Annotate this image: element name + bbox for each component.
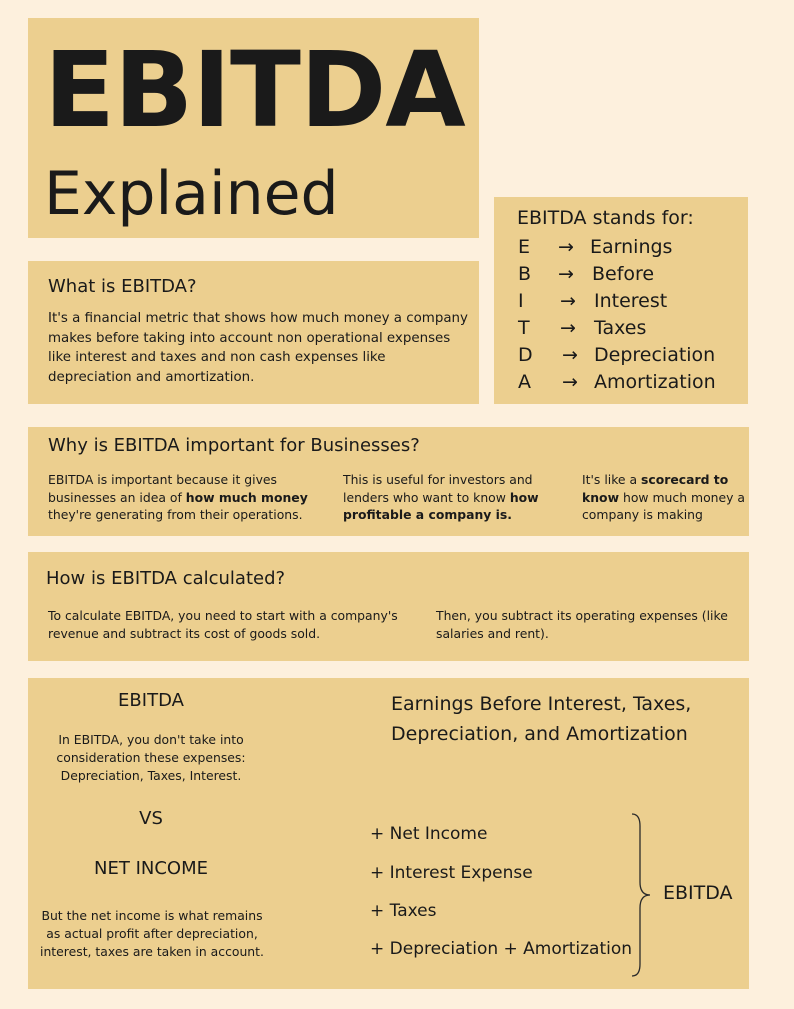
emphasis: scorecard to know xyxy=(582,472,729,505)
formula-line-4: + Depreciation + Amortization xyxy=(370,939,633,959)
letter: B xyxy=(518,263,532,285)
ebitda-full-name: Earnings Before Interest, Taxes, Depreciation, and Amortization xyxy=(391,693,692,745)
what-heading: What is EBITDA? xyxy=(48,276,197,297)
title-block xyxy=(28,18,479,238)
why-column-1 xyxy=(48,471,328,524)
letter: T xyxy=(518,317,530,339)
comparison-panel xyxy=(28,678,749,989)
what-panel xyxy=(28,261,479,404)
word: Amortization xyxy=(594,371,716,393)
arrow-icon: → xyxy=(560,317,576,339)
formula-line-2: + Interest Expense xyxy=(370,863,533,883)
letter: D xyxy=(518,344,533,366)
what-text: It's a financial metric that shows how much money a company makes before taking into account non operational expenses like interest and taxes and non cash expenses like depreciation and amortization. xyxy=(48,311,468,385)
arrow-icon: → xyxy=(558,263,574,285)
letter: I xyxy=(518,290,524,312)
vs-label: VS xyxy=(139,808,163,829)
text: It's like a xyxy=(582,472,642,487)
arrow-icon: → xyxy=(562,371,578,393)
word: Taxes xyxy=(594,317,647,339)
stands-for-panel xyxy=(494,197,748,404)
word: Depreciation xyxy=(594,344,716,366)
text: how much money a company is making xyxy=(582,489,745,522)
why-panel xyxy=(28,427,749,536)
text: This is useful for investors and lenders who want to know xyxy=(343,472,533,505)
how-heading: How is EBITDA calculated? xyxy=(46,568,286,589)
how-column-2: Then, you subtract its operating expenses (like salaries and rent). xyxy=(436,608,728,641)
word: Before xyxy=(592,263,655,285)
stands-row-b xyxy=(518,261,654,287)
how-column-1: To calculate EBITDA, you need to start with a company's revenue and subtract its cost of goods sold. xyxy=(48,608,398,641)
net-income-description: But the net income is what remains as actual profit after depreciation, interest, taxes are taken in account. xyxy=(40,908,264,959)
title-subtitle: Explained xyxy=(44,159,339,229)
stands-row-t xyxy=(518,315,646,341)
arrow-icon: → xyxy=(558,236,574,258)
formula-line-1: + Net Income xyxy=(370,824,488,844)
word: Earnings xyxy=(590,236,673,258)
arrow-icon: → xyxy=(562,344,578,366)
stands-for-heading: EBITDA stands for: xyxy=(517,207,694,229)
formula-result: EBITDA xyxy=(663,882,733,904)
letter: E xyxy=(518,236,531,258)
arrow-icon: → xyxy=(560,290,576,312)
ebitda-description: In EBITDA, you don't take into consideration these expenses: Depreciation, Taxes, Interest. xyxy=(56,732,246,783)
title-main: EBITDA xyxy=(44,29,465,151)
why-column-2 xyxy=(343,471,568,524)
word: Interest xyxy=(594,290,668,312)
stands-row-e xyxy=(518,234,672,260)
curly-brace-icon xyxy=(630,812,654,978)
why-column-3 xyxy=(582,471,747,524)
stands-row-d xyxy=(518,342,715,368)
formula-line-3: + Taxes xyxy=(370,901,437,921)
stands-row-a xyxy=(518,369,716,395)
letter: A xyxy=(518,371,531,393)
ebitda-heading: EBITDA xyxy=(118,690,184,711)
stands-row-i xyxy=(518,288,667,314)
emphasis: how profitable a company is. xyxy=(343,489,539,522)
text: they're generating from their operations. xyxy=(48,507,303,522)
why-heading: Why is EBITDA important for Businesses? xyxy=(48,435,420,456)
emphasis: how much money xyxy=(185,489,308,505)
how-panel xyxy=(28,552,749,661)
text: EBITDA is important because it gives businesses an idea of xyxy=(48,472,278,505)
net-income-heading: NET INCOME xyxy=(94,858,208,879)
